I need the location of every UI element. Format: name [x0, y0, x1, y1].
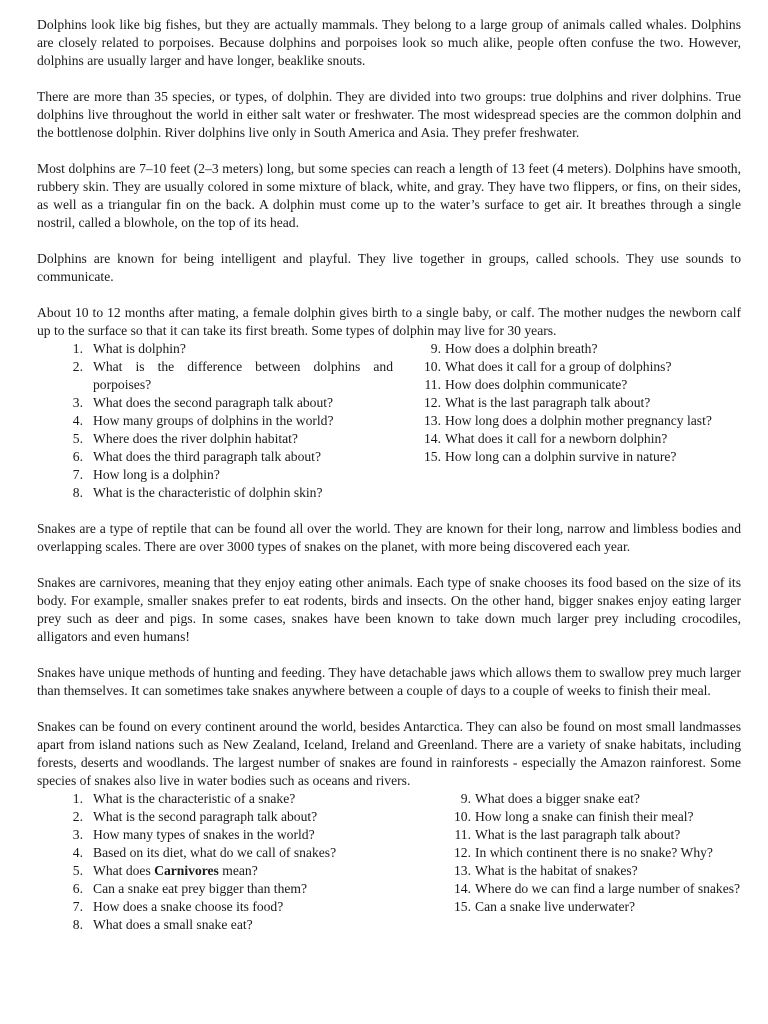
question-item — [435, 808, 741, 826]
question-item — [415, 358, 741, 376]
question-number: 10. — [424, 359, 441, 374]
question-number: 3. — [72, 827, 83, 842]
question-number: 15. — [424, 449, 441, 464]
question-text: How long can a dolphin survive in nature? — [445, 449, 677, 464]
question-number: 6. — [72, 449, 83, 464]
question-text: Where do we can find a large number of snakes? — [475, 881, 741, 896]
question-number: 10. — [454, 809, 471, 824]
question-text: What is the second paragraph talk about? — [93, 809, 318, 824]
dolphin-questions-right-column — [415, 340, 741, 502]
question-item — [47, 430, 393, 448]
question-text: What does a small snake eat? — [93, 917, 253, 932]
question-item — [415, 394, 741, 412]
question-text: Where does the river dolphin habitat? — [93, 431, 298, 446]
question-text: What does the third paragraph talk about? — [93, 449, 321, 464]
question-item — [47, 862, 427, 880]
question-item — [415, 430, 741, 448]
question-text: What is dolphin? — [93, 341, 186, 356]
question-text: How many types of snakes in the world? — [93, 827, 315, 842]
question-text: What is the difference between dolphins and porpoises? — [93, 359, 393, 392]
question-item — [47, 340, 393, 358]
dolphin-question-list — [37, 340, 741, 502]
question-number: 11. — [454, 827, 471, 842]
question-number: 14. — [454, 881, 471, 896]
snake-paragraph-3: Snakes have unique methods of hunting and feeding. They have detachable jaws which allows them to swallow prey much larger than themselves. It can sometimes take snakes anywhere between a couple of days to a couple of weeks to finish their meal. — [37, 665, 741, 698]
question-number: 7. — [72, 899, 83, 914]
question-item — [47, 808, 427, 826]
question-number: 13. — [424, 413, 441, 428]
question-text: How does a dolphin breath? — [445, 341, 598, 356]
question-item — [47, 844, 427, 862]
question-item — [415, 376, 741, 394]
question-text: What is the characteristic of dolphin skin? — [93, 485, 323, 500]
snake-question-list — [37, 790, 741, 934]
question-number: 11. — [424, 377, 441, 392]
question-text-start: What does — [93, 863, 155, 878]
question-text — [93, 862, 427, 880]
question-text: What is the habitat of snakes? — [475, 863, 638, 878]
question-number: 15. — [454, 899, 471, 914]
question-number: 7. — [72, 467, 83, 482]
question-text: How long is a dolphin? — [93, 467, 220, 482]
question-item — [435, 844, 741, 862]
question-number: 5. — [72, 431, 83, 446]
question-item — [435, 898, 741, 916]
question-text: What does a bigger snake eat? — [475, 791, 640, 806]
question-item — [47, 358, 393, 394]
dolphin-paragraph-1: Dolphins look like big fishes, but they are actually mammals. They belong to a large group of animals called whales. Dolphins are closely related to porpoises. Because dolphins and porpoises look so much alike, people often confuse the two. However, dolphins are usually larger and have longer, beaklike snouts. — [37, 17, 741, 68]
question-number: 14. — [424, 431, 441, 446]
snake-paragraph-4: Snakes can be found on every continent around the world, besides Antarctica. They can also be found on most small landmasses apart from island nations such as New Zealand, Iceland, Ireland and Greenland. There are a variety of snake habitats, including forests, deserts and woodlands. The largest number of snakes are found in rainforests - especially the Amazon rainforest. Some species of snakes also live in water bodies such as oceans and rivers. — [37, 719, 741, 788]
question-item — [435, 862, 741, 880]
question-number: 8. — [72, 485, 83, 500]
question-text: Based on its diet, what do we call of snakes? — [93, 845, 337, 860]
question-number: 12. — [424, 395, 441, 410]
question-number: 6. — [72, 881, 83, 896]
question-number: 9. — [430, 341, 441, 356]
question-text: Can a snake eat prey bigger than them? — [93, 881, 308, 896]
question-item — [47, 790, 427, 808]
question-text: How long a snake can finish their meal? — [475, 809, 694, 824]
dolphin-questions-left-column — [47, 340, 393, 502]
question-text: How long does a dolphin mother pregnancy last? — [445, 413, 712, 428]
dolphin-paragraph-4: Dolphins are known for being intelligent and playful. They live together in groups, called schools. They use sounds to communicate. — [37, 251, 741, 284]
snake-paragraph-2: Snakes are carnivores, meaning that they enjoy eating other animals. Each type of snake chooses its food based on the size of its body. For example, smaller snakes prefer to eat rodents, birds and insects. On the other hand, bigger snakes enjoy eating larger prey such as deer and pigs. In some cases, snakes have been known to take down much larger prey including crocodiles, alligators and even humans! — [37, 575, 741, 644]
question-number: 2. — [72, 359, 83, 374]
question-text: How many groups of dolphins in the world? — [93, 413, 334, 428]
question-item — [47, 916, 427, 934]
question-number: 3. — [72, 395, 83, 410]
bold-term: Carnivores — [154, 863, 219, 878]
question-item — [47, 826, 427, 844]
question-number: 4. — [72, 845, 83, 860]
question-number: 13. — [454, 863, 471, 878]
question-item — [435, 790, 741, 808]
question-number: 5. — [72, 863, 83, 878]
question-item — [47, 448, 393, 466]
question-text: Can a snake live underwater? — [475, 899, 636, 914]
question-item — [435, 880, 741, 898]
question-text-end: mean? — [218, 863, 258, 878]
question-number: 1. — [72, 341, 83, 356]
question-text: In which continent there is no snake? Why? — [475, 845, 713, 860]
question-text: What is the last paragraph talk about? — [445, 395, 651, 410]
snake-paragraph-1: Snakes are a type of reptile that can be found all over the world. They are known for their long, narrow and limbless bodies and overlapping scales. There are over 3000 types of snakes on the planet, with more being discovered each year. — [37, 521, 741, 554]
worksheet-page — [37, 16, 741, 952]
question-text: How does dolphin communicate? — [445, 377, 628, 392]
question-number: 9. — [460, 791, 471, 806]
question-item — [47, 466, 393, 484]
snake-reading-section — [37, 520, 741, 934]
question-item — [435, 826, 741, 844]
question-number: 12. — [454, 845, 471, 860]
question-item — [47, 880, 427, 898]
question-number: 8. — [72, 917, 83, 932]
question-item — [415, 412, 741, 430]
question-number: 4. — [72, 413, 83, 428]
question-item — [47, 394, 393, 412]
question-item — [47, 898, 427, 916]
question-text: What does it call for a group of dolphins? — [445, 359, 672, 374]
snake-questions-right-column — [435, 790, 741, 934]
question-text: What is the characteristic of a snake? — [93, 791, 296, 806]
question-item — [415, 340, 741, 358]
snake-questions-left-column — [47, 790, 427, 934]
question-text: What is the last paragraph talk about? — [475, 827, 681, 842]
question-text: What does the second paragraph talk about? — [93, 395, 334, 410]
question-item — [415, 448, 741, 466]
dolphin-paragraph-2: There are more than 35 species, or types, of dolphin. They are divided into two groups: true dolphins and river dolphins. True dolphins live throughout the world in either salt water or freshwater. The most widespread species are the common dolphin and the bottlenose dolphin. River dolphins live only in South America and Asia. They prefer freshwater. — [37, 89, 741, 140]
dolphin-reading-section — [37, 16, 741, 502]
question-number: 1. — [72, 791, 83, 806]
question-item — [47, 412, 393, 430]
dolphin-paragraph-3: Most dolphins are 7–10 feet (2–3 meters) long, but some species can reach a length of 13 feet (4 meters). Dolphins have smooth, rubbery skin. They are usually colored in some mixture of black, white, and gray. They have two flippers, or fins, on their sides, as well as a triangular fin on the back. A dolphin must come up to the water’s surface to get air. It breathes through a single nostril, called a blowhole, on the top of its head. — [37, 161, 741, 230]
question-number: 2. — [72, 809, 83, 824]
question-item — [47, 484, 393, 502]
question-text: How does a snake choose its food? — [93, 899, 284, 914]
dolphin-paragraph-5: About 10 to 12 months after mating, a female dolphin gives birth to a single baby, or calf. The mother nudges the newborn calf up to the surface so that it can take its first breath. Some types of dolphin may live for 30 years. — [37, 305, 741, 338]
question-text: What does it call for a newborn dolphin? — [445, 431, 668, 446]
